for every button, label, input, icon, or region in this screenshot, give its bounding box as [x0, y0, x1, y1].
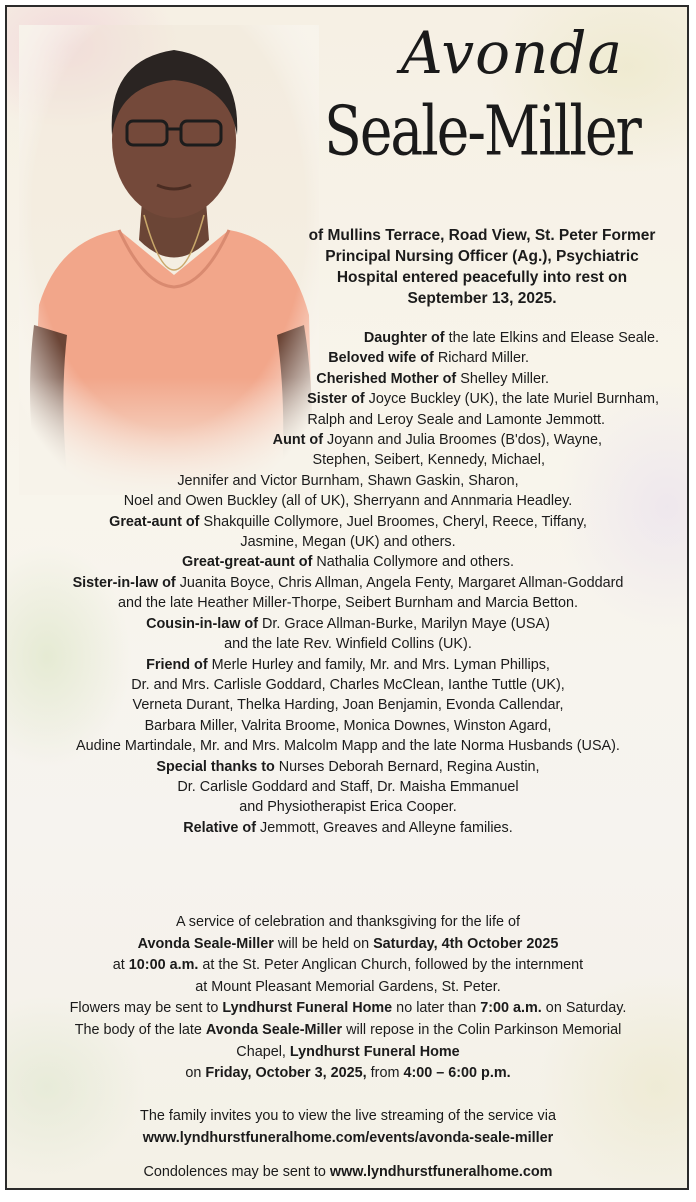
repose-text: Chapel, [236, 1043, 290, 1060]
intro-line: Principal Nursing Officer (Ag.), Psychiatric [325, 248, 639, 265]
sister-label: Sister of [307, 391, 365, 408]
repose-line-2 [17, 1042, 679, 1064]
thanks-line [27, 757, 669, 777]
friend-line-2: Dr. and Mrs. Carlisle Goddard, Charles McClean, Ianthe Tuttle (UK), [131, 676, 565, 693]
service-details [17, 912, 679, 1085]
great-great-aunt-text: Nathalia Collymore and others. [312, 554, 514, 571]
condolences-link[interactable]: www.lyndhurstfuneralhome.com [329, 1164, 553, 1180]
condolences-text: Condolences may be sent to [143, 1164, 330, 1180]
great-aunt-label: Great-aunt of [109, 513, 200, 530]
thanks-line-2: Dr. Carlisle Goddard and Staff, Dr. Maisha Emmanuel [177, 778, 519, 795]
flowers-line [17, 998, 679, 1020]
sister-in-law-line-2: and the late Heather Miller-Thorpe, Seibert Burnham and Marcia Betton. [118, 595, 578, 612]
deceased-name: Avonda Seale-Miller [137, 935, 274, 952]
condolences-info [17, 1162, 679, 1183]
relative-text: Jemmott, Greaves and Alleyne families. [256, 819, 513, 836]
service-line-3 [17, 955, 679, 977]
deceased-name: Avonda Seale-Miller [205, 1021, 343, 1038]
flowers-text: no later than [392, 1000, 481, 1017]
wife-label: Beloved wife of [328, 350, 434, 367]
friend-text: Merle Hurley and family, Mr. and Mrs. Lyman Phillips, [207, 656, 550, 673]
great-great-aunt-label: Great-great-aunt of [182, 554, 313, 571]
repose-text: will repose in the Colin Parkinson Memorial [342, 1021, 622, 1038]
wife-text: Richard Miller. [433, 350, 529, 367]
service-time: 10:00 a.m. [128, 957, 199, 974]
aunt-line-4: Noel and Owen Buckley (all of UK), Sherryann and Annmaria Headley. [123, 493, 573, 510]
service-text: at [112, 957, 129, 974]
sister-text: Joyce Buckley (UK), the late Muriel Burnham, [364, 391, 659, 408]
great-aunt-line [27, 512, 669, 532]
friend-line-5: Audine Martindale, Mr. and Mrs. Malcolm Mapp and the late Norma Husbands (USA). [76, 738, 620, 755]
sister-in-law-label: Sister-in-law of [72, 574, 176, 591]
service-line-1: A service of celebration and thanksgiving for the life of [176, 914, 520, 930]
thanks-line-3: and Physiotherapist Erica Cooper. [239, 799, 457, 816]
obituary-notice [5, 5, 689, 1190]
daughter-label: Daughter of [363, 330, 445, 346]
mother-line [27, 369, 669, 389]
service-line-2 [17, 934, 679, 956]
thanks-text: Nurses Deborah Bernard, Regina Austin, [274, 758, 540, 775]
repose-line-3 [17, 1063, 679, 1085]
daughter-line [27, 328, 669, 348]
friend-line [27, 655, 669, 675]
service-text: will be held on [273, 935, 374, 952]
sister-in-law-line [27, 573, 669, 593]
relative-line [27, 818, 669, 838]
friend-line-4: Barbara Miller, Valrita Broome, Monica Downes, Winston Agard, [144, 717, 552, 734]
repose-time: 4:00 – 6:00 p.m. [403, 1065, 511, 1082]
great-aunt-text: Shakquille Collymore, Juel Broomes, Cheryl, Reece, Tiffany, [199, 513, 587, 530]
cousin-in-law-line [27, 614, 669, 634]
aunt-line [27, 430, 669, 450]
wife-line [27, 348, 669, 368]
repose-line [17, 1020, 679, 1042]
mother-text: Shelley Miller. [456, 370, 549, 387]
intro-line: of Mullins Terrace, Road View, St. Peter Former [308, 227, 656, 244]
repose-text: The body of the late [74, 1021, 206, 1038]
funeral-home-name: Lyndhurst Funeral Home [222, 1000, 393, 1017]
mother-label: Cherished Mother of [316, 370, 457, 387]
flowers-text: Flowers may be sent to [69, 1000, 223, 1017]
intro-line: Hospital entered peacefully into rest on [336, 269, 628, 286]
aunt-line-2: Stephen, Seibert, Kennedy, Michael, [312, 452, 545, 469]
flowers-time: 7:00 a.m. [480, 1000, 542, 1017]
aunt-text: Joyann and Julia Broomes (B'dos), Wayne, [323, 432, 602, 449]
name-last: Seale-Miller [324, 90, 640, 171]
repose-text: on [185, 1065, 206, 1082]
repose-text: from [366, 1065, 404, 1082]
service-text: at the St. Peter Anglican Church, followed by the internment [198, 957, 584, 974]
sister-line [27, 389, 669, 409]
cousin-in-law-line-2: and the late Rev. Winfield Collins (UK). [224, 636, 472, 653]
sister-in-law-text: Juanita Boyce, Chris Allman, Angela Fenty, Margaret Allman-Goddard [175, 574, 624, 591]
great-great-aunt-line [27, 552, 669, 572]
aunt-label: Aunt of [272, 432, 324, 449]
relative-label: Relative of [183, 819, 257, 836]
livestream-info [17, 1106, 679, 1149]
aunt-line-3: Jennifer and Victor Burnham, Shawn Gaskin, Sharon, [177, 472, 519, 489]
daughter-text: the late Elkins and Elease Seale. [444, 330, 659, 346]
flowers-text: on Saturday. [541, 1000, 627, 1017]
friend-label: Friend of [146, 656, 208, 673]
service-line-4: at Mount Pleasant Memorial Gardens, St. Peter. [195, 978, 501, 995]
great-aunt-line-2: Jasmine, Megan (UK) and others. [240, 534, 456, 551]
livestream-text: The family invites you to view the live streaming of the service via [140, 1108, 556, 1124]
sister-line-2: Ralph and Leroy Seale and Lamonte Jemmott. [307, 411, 605, 428]
friend-line-3: Verneta Durant, Thelka Harding, Joan Benjamin, Evonda Callendar, [132, 697, 564, 714]
intro-line: September 13, 2025. [407, 290, 557, 307]
repose-date: Friday, October 3, 2025, [205, 1065, 367, 1082]
cousin-in-law-label: Cousin-in-law of [146, 615, 259, 632]
funeral-home-name: Lyndhurst Funeral Home [289, 1043, 460, 1060]
name-first: Avonda [400, 19, 624, 87]
thanks-label: Special thanks to [156, 758, 275, 775]
livestream-link[interactable]: www.lyndhurstfuneralhome.com/events/avonda-seale-miller [142, 1129, 554, 1146]
intro-paragraph [292, 225, 672, 309]
cousin-in-law-text: Dr. Grace Allman-Burke, Marilyn Maye (USA) [258, 615, 550, 632]
relations-list [27, 328, 669, 838]
service-date: Saturday, 4th October 2025 [373, 935, 559, 952]
